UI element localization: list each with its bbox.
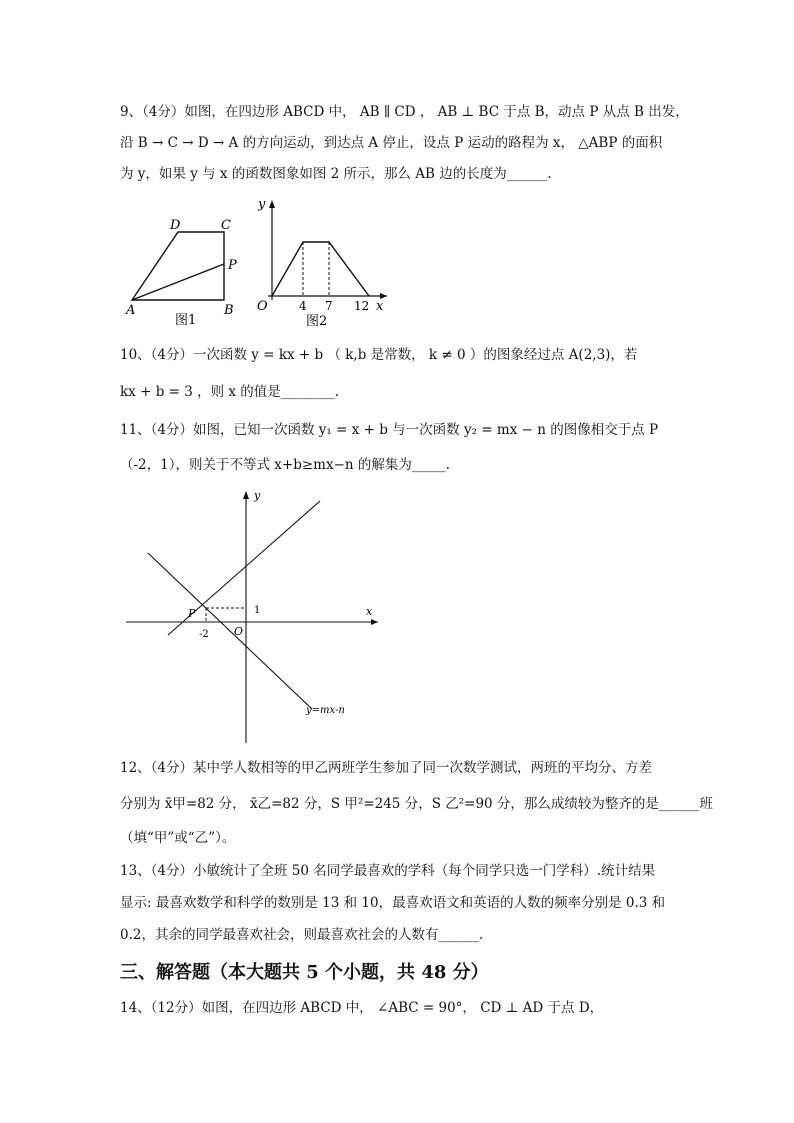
q11-label-p: P — [188, 607, 196, 620]
q11-label-x: x — [366, 605, 373, 618]
q9-line-1: 9、（4分）如图，在四边形 ABCD 中， AB ∥ CD ， AB ⊥ BC 于点 B，动点 P 从点 B 出发， — [120, 104, 689, 120]
q9-figure-2 — [252, 192, 392, 332]
q11-line-2: （-2，1），则关于不等式 x+b≥mx−n 的解集为_____. — [120, 457, 450, 473]
fig2-label-o: O — [257, 299, 268, 314]
q11-line-1: 11、（4分）如图，已知一次函数 y₁ = x + b 与一次函数 y₂ = mx − n 的图像相交于点 P — [120, 422, 659, 438]
fig2-caption: 图2 — [306, 314, 328, 329]
fig2-label-y: y — [258, 197, 266, 212]
q12-line-3: （填“甲”或“乙”）。 — [120, 830, 236, 846]
q9-line-3: 为 y，如果 y 与 x 的函数图象如图 2 所示，那么 AB 边的长度为______. — [120, 166, 552, 182]
fig1-label-p: P — [228, 258, 237, 273]
x-axis-arrow — [371, 619, 378, 625]
fig2-tick-12: 12 — [354, 299, 370, 313]
q13-line-1: 13、（4分）小敏统计了全班 50 名同学最喜欢的学科（每个同学只选一门学科）.统计结果 — [120, 863, 656, 879]
fig1-label-b: B — [224, 303, 234, 318]
q11-graph — [120, 487, 385, 747]
q11-label-y: y — [254, 489, 261, 502]
q11-tick-neg2: -2 — [199, 629, 209, 640]
y-axis-arrow — [269, 200, 275, 208]
q11-line-label: y=mx-n — [306, 705, 345, 716]
q10-line-1: 10、（4分）一次函数 y = kx + b （ k,b 是常数， k ≠ 0 ）的图象经过点 A(2,3)，若 — [120, 347, 638, 363]
q12-line-2: 分别为 x̄甲=82 分， x̄乙=82 分，S 甲²=245 分，S 乙²=90 分，那么成绩较为整齐的是______班 — [120, 796, 713, 812]
fig1-label-d: D — [170, 218, 181, 233]
q9-line-2: 沿 B → C → D → A 的方向运动，到达点 A 停止，设点 P 运动的路程为 x， △ABP 的面积 — [120, 135, 663, 151]
q13-line-2: 显示: 最喜欢数学和科学的数别是 13 和 10，最喜欢语文和英语的人数的频率分别是 0.3 和 — [120, 895, 666, 911]
y-axis-arrow — [243, 491, 249, 499]
quadrilateral-abcd — [132, 232, 224, 300]
q9-figure-1 — [118, 212, 253, 332]
q11-tick-1: 1 — [254, 605, 261, 616]
fig1-label-c: C — [221, 218, 231, 233]
q10-line-2: kx + b = 3 ，则 x 的值是________. — [120, 384, 340, 400]
fig2-tick-7: 7 — [325, 299, 333, 313]
fig1-label-a: A — [126, 303, 136, 318]
fig2-label-x: x — [376, 299, 384, 314]
fig2-tick-4: 4 — [299, 299, 307, 313]
segment-ap — [132, 264, 224, 300]
q12-line-1: 12、（4分）某中学人数相等的甲乙两班学生参加了同一次数学测试，两班的平均分、方差 — [120, 760, 653, 776]
fig1-caption: 图1 — [175, 313, 197, 328]
section-heading: 三、解答题（本大题共 5 个小题，共 48 分） — [120, 962, 489, 983]
q14-line-1: 14、（12分）如图，在四边形 ABCD 中， ∠ABC = 90°， CD ⊥ AD 于点 D， — [120, 1000, 604, 1016]
q13-line-3: 0.2，其余的同学最喜欢社会，则最喜欢社会的人数有______. — [120, 927, 484, 943]
function-graph — [272, 242, 369, 296]
q11-label-o: O — [234, 625, 244, 638]
